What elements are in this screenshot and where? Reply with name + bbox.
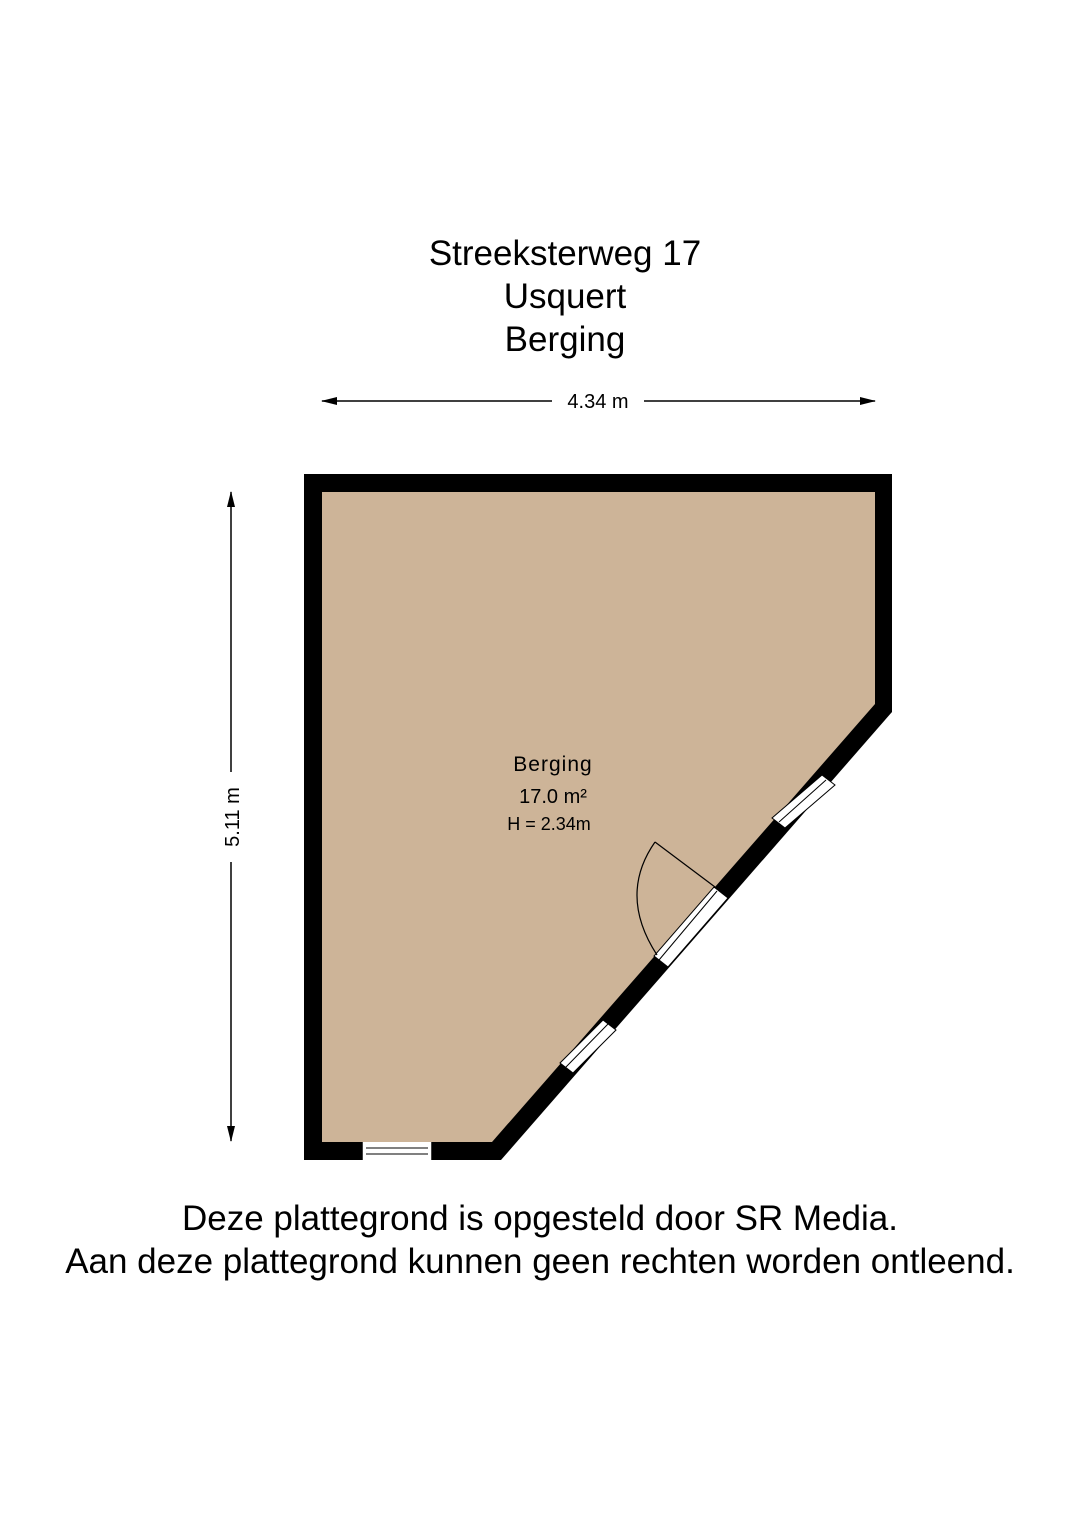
disclaimer xyxy=(0,1197,1080,1283)
disclaimer-line-1: Deze plattegrond is opgesteld door SR Media. xyxy=(182,1199,898,1238)
room-height: H = 2.34m xyxy=(507,814,591,834)
width-label: 4.34 m xyxy=(567,391,629,413)
city-line: Usquert xyxy=(503,277,627,316)
bottom-window xyxy=(362,1142,432,1160)
depth-dimension xyxy=(222,492,244,1141)
address-line: Streeksterweg 17 xyxy=(428,234,702,273)
depth-label: 5.11 m xyxy=(222,787,244,847)
room-area: 17.0 m² xyxy=(519,786,587,808)
room-name: Berging xyxy=(513,753,593,776)
room-label xyxy=(507,753,592,834)
floor-line: Berging xyxy=(504,320,626,359)
width-dimension xyxy=(322,391,875,413)
disclaimer-line-2: Aan deze plattegrond kunnen geen rechten worden ontleend. xyxy=(65,1242,1015,1281)
